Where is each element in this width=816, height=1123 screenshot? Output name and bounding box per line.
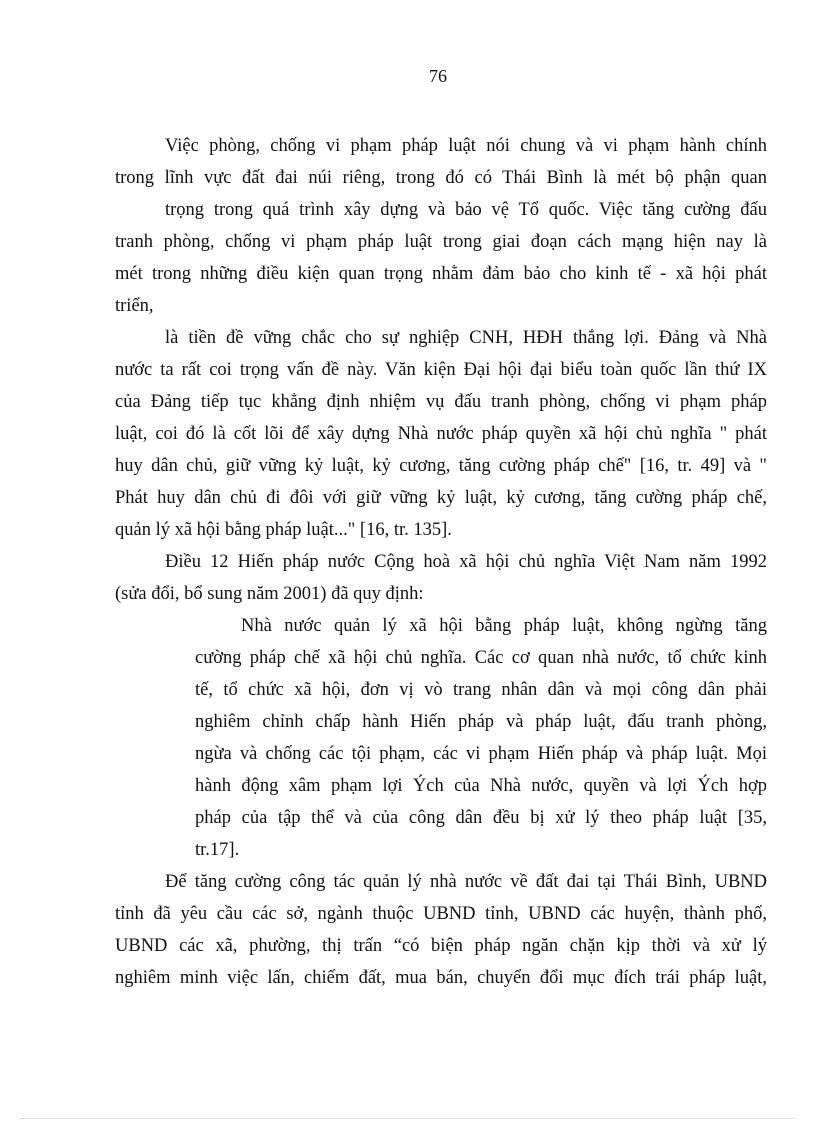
quote-line: hành động xâm phạm lợi Ých của Nhà nước, quyền và lợi Ých hợp [195, 776, 767, 796]
paragraph-3 [115, 546, 767, 610]
page-bottom-rule [20, 1118, 796, 1119]
text-line: là tiền đề vững chắc cho sự nghiệp CNH, HĐH thắng lợi. Đảng và Nhà [165, 328, 767, 348]
text-line: (sửa đổi, bổ sung năm 2001) đã quy định: [115, 584, 424, 604]
quote-line: ngừa và chống các tội phạm, các vi phạm Hiến pháp và pháp luật. Mọi [195, 744, 767, 764]
text-line: Điều 12 Hiến pháp nước Cộng hoà xã hội chủ nghĩa Việt Nam năm 1992 [165, 552, 767, 572]
text-line: nghiêm minh việc lấn, chiếm đất, mua bán, chuyển đổi mục đích trái pháp luật, [115, 968, 767, 988]
text-line: của Đảng tiếp tục khẳng định nhiệm vụ đấu tranh phòng, chống vi phạm pháp [115, 392, 767, 412]
text-line: quản lý xã hội bằng pháp luật..." [16, tr. 135]. [115, 520, 452, 540]
quote-line: tr.17]. [195, 840, 240, 860]
text-line: nước ta rất coi trọng vấn đề này. Văn kiện Đại hội đại biểu toàn quốc lần thứ IX [115, 360, 767, 380]
text-line: mét trong những điều kiện quan trọng nhằm đảm bảo cho kinh tế - xã hội phát [115, 264, 767, 284]
text-line: trọng trong quá trình xây dựng và bảo vệ Tổ quốc. Việc tăng cường đấu [165, 200, 767, 220]
text-line: tranh phòng, chống vi phạm pháp luật trong giai đoạn cách mạng hiện nay là [115, 232, 767, 252]
document-body [115, 130, 767, 994]
page-number: 76 [429, 66, 447, 86]
text-line: trong lĩnh vực đất đai núi riêng, trong đó có Thái Bình là mét bộ phận quan [115, 168, 767, 188]
text-line: luật, coi đó là cốt lõi để xây dựng Nhà nước pháp quyền xã hội chủ nghĩa " phát [115, 424, 767, 444]
quote-line: cường pháp chế xã hội chủ nghĩa. Các cơ quan nhà nước, tổ chức kinh [195, 648, 767, 668]
quote-line: nghiêm chỉnh chấp hành Hiến pháp và pháp luật, đấu tranh phòng, [195, 712, 767, 732]
paragraph-4 [115, 866, 767, 994]
paragraph-2 [115, 322, 767, 546]
text-line: Để tăng cường công tác quản lý nhà nước về đất đai tại Thái Bình, UBND [165, 872, 767, 892]
quote-line: pháp của tập thể và của công dân đều bị xử lý theo pháp luật [35, [195, 808, 767, 828]
text-line: huy dân chủ, giữ vững kỷ luật, kỷ cương, tăng cường pháp chế" [16, tr. 49] và " [115, 456, 767, 476]
block-quote [115, 610, 767, 866]
text-line: UBND các xã, phường, thị trấn “có biện pháp ngăn chặn kịp thời và xử lý [115, 936, 767, 956]
quote-line: tế, tổ chức xã hội, đơn vị vò trang nhân dân và mọi công dân phải [195, 680, 767, 700]
paragraph-1 [115, 130, 767, 322]
quote-line: Nhà nước quản lý xã hội bằng pháp luật, không ngừng tăng [241, 616, 767, 636]
text-line: Việc phòng, chống vi phạm pháp luật nói chung và vi phạm hành chính [165, 136, 767, 156]
text-line: triển, [115, 296, 154, 316]
text-line: Phát huy dân chủ đi đôi với giữ vững kỷ luật, kỷ cương, tăng cường pháp chế, [115, 488, 767, 508]
text-line: tỉnh đã yêu cầu các sở, ngành thuộc UBND tỉnh, UBND các huyện, thành phố, [115, 904, 767, 924]
